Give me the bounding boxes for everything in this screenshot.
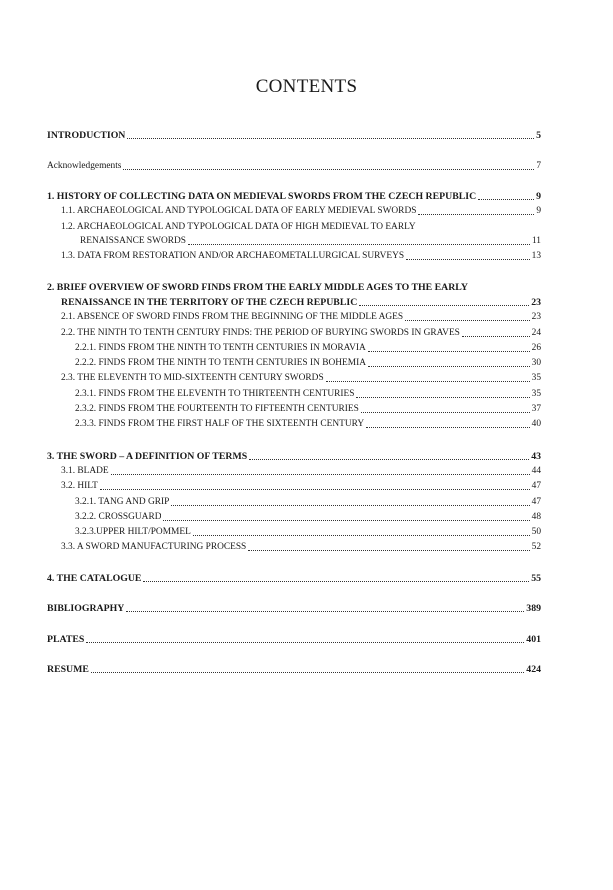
dot-leader xyxy=(86,641,524,643)
dot-leader xyxy=(188,243,530,245)
toc-entry-chapter-1[interactable] xyxy=(47,188,541,202)
toc-page-number: 52 xyxy=(531,542,541,552)
toc-entry-label: 2.3.3. FINDS FROM THE FIRST HALF OF THE SIXTEENTH CENTURY xyxy=(75,419,365,429)
toc-entry-1-3[interactable] xyxy=(61,248,541,262)
toc-entry-label: 2.1. ABSENCE OF SWORD FINDS FROM THE BEGINNING OF THE MIDDLE AGES xyxy=(61,312,404,322)
dot-leader xyxy=(143,580,529,582)
toc-entry-label: 2.3. THE ELEVENTH TO MID-SIXTEENTH CENTURY SWORDS xyxy=(61,373,324,383)
toc-page-number: 40 xyxy=(531,419,541,429)
toc-page-number: 23 xyxy=(531,297,541,308)
toc-entry-label: 1. HISTORY OF COLLECTING DATA ON MEDIEVAL SWORDS FROM THE CZECH REPUBLIC xyxy=(47,191,477,202)
toc-entry-acknowledgements[interactable] xyxy=(47,158,541,172)
dot-leader xyxy=(418,213,534,215)
dot-leader xyxy=(126,610,524,612)
dot-leader xyxy=(462,335,530,337)
dot-leader xyxy=(368,365,530,367)
toc-entry-label: RESUME xyxy=(47,664,89,675)
dot-leader xyxy=(368,350,530,352)
toc-entry-1-1[interactable] xyxy=(61,203,541,217)
toc-entry-chapter-2[interactable] xyxy=(61,294,541,308)
dot-leader xyxy=(163,519,529,521)
toc-page-number: 50 xyxy=(531,527,541,537)
toc-entry-resume[interactable] xyxy=(47,661,541,675)
toc-page-number: 24 xyxy=(531,328,541,338)
dot-leader xyxy=(356,396,529,398)
toc-entry-bibliography[interactable] xyxy=(47,600,541,614)
toc-entry-2-3-1[interactable] xyxy=(75,386,541,400)
toc-page-number: 37 xyxy=(531,404,541,414)
toc-page-number: 43 xyxy=(531,451,541,462)
dot-leader xyxy=(123,168,534,170)
toc-page-number: 35 xyxy=(531,389,541,399)
toc-entry-label: RENAISSANCE IN THE TERRITORY OF THE CZECH REPUBLIC xyxy=(61,297,358,308)
toc-entry-label: 3.2. HILT xyxy=(61,481,98,491)
toc-entry-2-2-1[interactable] xyxy=(75,340,541,354)
page-title: CONTENTS xyxy=(255,76,358,97)
toc-page-number: 401 xyxy=(526,634,541,645)
dot-leader xyxy=(111,473,530,475)
toc-page-number: 26 xyxy=(531,343,541,353)
dot-leader xyxy=(193,534,530,536)
toc-entry-label: 3.1. BLADE xyxy=(61,466,109,476)
dot-leader xyxy=(326,380,530,382)
toc-entry-label: 2.3.2. FINDS FROM THE FOURTEENTH TO FIFTEENTH CENTURIES xyxy=(75,404,359,414)
toc-entry-label: INTRODUCTION xyxy=(47,130,126,141)
toc-entry-label: 3.2.1. TANG AND GRIP xyxy=(75,497,170,507)
dot-leader xyxy=(478,198,534,200)
toc-page-number: 389 xyxy=(526,603,541,614)
dot-leader xyxy=(171,504,529,506)
toc-entry-label: 2.2.1. FINDS FROM THE NINTH TO TENTH CENTURIES IN MORAVIA xyxy=(75,343,366,353)
toc-entry-label: 2.2.2. FINDS FROM THE NINTH TO TENTH CENTURIES IN BOHEMIA xyxy=(75,358,366,368)
toc-entry-introduction[interactable] xyxy=(47,127,541,141)
toc-entry-label: 3.3. A SWORD MANUFACTURING PROCESS xyxy=(61,542,247,552)
toc-page-number: 30 xyxy=(531,358,541,368)
toc-entry-1-2-first-line: 1.2. ARCHAEOLOGICAL AND TYPOLOGICAL DATA OF HIGH MEDIEVAL TO EARLY xyxy=(61,222,416,232)
toc-entry-2-1[interactable] xyxy=(61,309,541,323)
toc-entry-chapter-4[interactable] xyxy=(47,570,541,584)
toc-entry-plates[interactable] xyxy=(47,631,541,645)
dot-leader xyxy=(405,319,529,321)
toc-entry-2-3-2[interactable] xyxy=(75,401,541,415)
toc-entry-label: 1.3. DATA FROM RESTORATION AND/OR ARCHAEOMETALLURGICAL SURVEYS xyxy=(61,251,405,261)
toc-page-number: 7 xyxy=(536,161,541,171)
toc-entry-chapter-3[interactable] xyxy=(47,448,541,462)
toc-page-number: 23 xyxy=(531,312,541,322)
toc-page-number: 48 xyxy=(531,512,541,522)
toc-entry-1-2[interactable] xyxy=(80,233,541,247)
toc-page-number: 5 xyxy=(536,130,541,141)
toc-entry-label: 3. THE SWORD – A DEFINITION OF TERMS xyxy=(47,451,248,462)
toc-page-number: 55 xyxy=(531,573,541,584)
dot-leader xyxy=(249,458,529,460)
toc-page-number: 11 xyxy=(531,236,541,246)
toc-page-number: 9 xyxy=(536,191,541,202)
toc-entry-2-2[interactable] xyxy=(61,325,541,339)
toc-page-number: 424 xyxy=(526,664,541,675)
dot-leader xyxy=(100,488,530,490)
toc-entry-2-2-2[interactable] xyxy=(75,355,541,369)
dot-leader xyxy=(91,671,524,673)
toc-page-number: 44 xyxy=(531,466,541,476)
toc-entry-label: PLATES xyxy=(47,634,85,645)
toc-entry-label: RENAISSANCE SWORDS xyxy=(80,236,187,246)
toc-entry-label: 4. THE CATALOGUE xyxy=(47,573,142,584)
toc-entry-label: BIBLIOGRAPHY xyxy=(47,603,125,614)
toc-entry-3-2-2[interactable] xyxy=(75,509,541,523)
toc-page-number: 9 xyxy=(536,206,541,216)
dot-leader xyxy=(359,304,529,306)
toc-entry-label: 3.2.2. CROSSGUARD xyxy=(75,512,162,522)
toc-entry-3-2[interactable] xyxy=(61,478,541,492)
dot-leader xyxy=(127,137,534,139)
toc-entry-2-3[interactable] xyxy=(61,370,541,384)
toc-entry-3-2-1[interactable] xyxy=(75,494,541,508)
toc-page-number: 47 xyxy=(531,497,541,507)
toc-entry-label: 3.2.3.UPPER HILT/POMMEL xyxy=(75,527,191,537)
toc-entry-3-1[interactable] xyxy=(61,463,541,477)
dot-leader xyxy=(366,426,530,428)
toc-page-number: 47 xyxy=(531,481,541,491)
toc-entry-chapter-2-first-line: 2. BRIEF OVERVIEW OF SWORD FINDS FROM THE EARLY MIDDLE AGES TO THE EARLY xyxy=(47,282,469,293)
dot-leader xyxy=(361,411,530,413)
toc-entry-3-3[interactable] xyxy=(61,539,541,553)
toc-entry-label: 1.1. ARCHAEOLOGICAL AND TYPOLOGICAL DATA OF EARLY MEDIEVAL SWORDS xyxy=(61,206,417,216)
dot-leader xyxy=(406,258,530,260)
dot-leader xyxy=(248,549,529,551)
toc-entry-2-3-3[interactable] xyxy=(75,416,541,430)
toc-page-number: 35 xyxy=(531,373,541,383)
toc-entry-3-2-3[interactable] xyxy=(75,524,541,538)
toc-entry-label: 2.2. THE NINTH TO TENTH CENTURY FINDS: THE PERIOD OF BURYING SWORDS IN GRAVES xyxy=(61,328,460,338)
toc-entry-label: Acknowledgements xyxy=(47,161,122,171)
toc-page-number: 13 xyxy=(531,251,541,261)
toc-entry-label: 2.3.1. FINDS FROM THE ELEVENTH TO THIRTEENTH CENTURIES xyxy=(75,389,355,399)
